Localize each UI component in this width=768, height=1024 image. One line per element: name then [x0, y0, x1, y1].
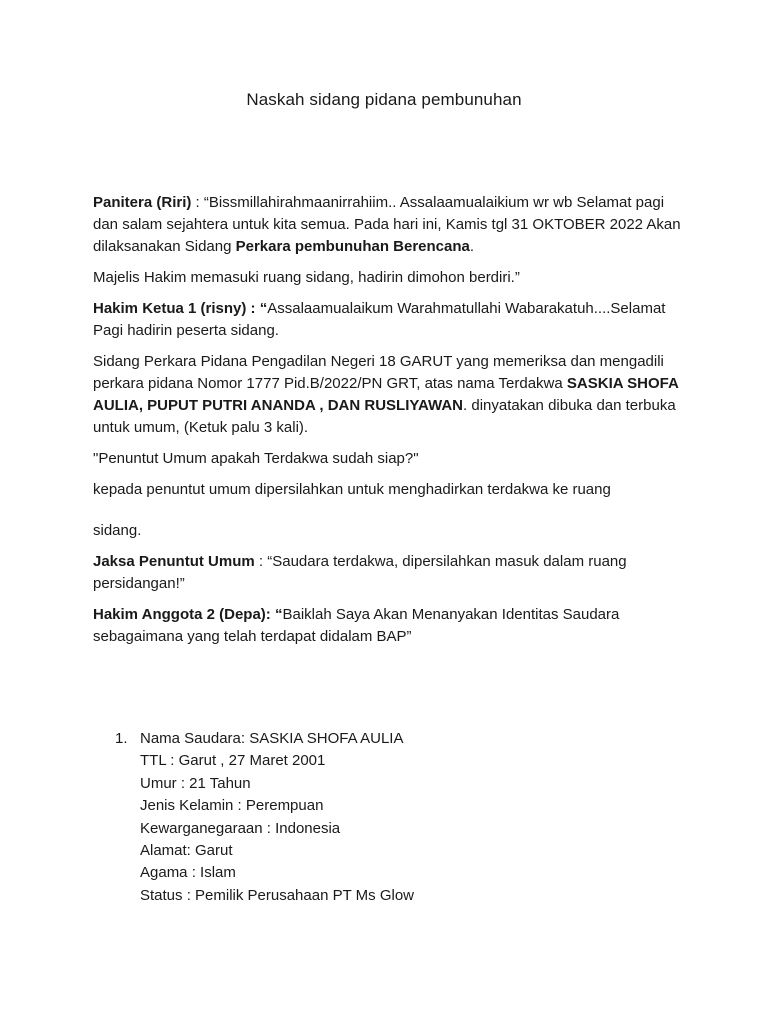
list-item-kewarganegaraan: Kewarganegaraan : Indonesia — [140, 819, 341, 837]
paragraph-hakim-ketua — [93, 298, 683, 342]
list-number: 1. — [115, 730, 128, 747]
speaker-hakim-ketua: Hakim Ketua 1 (risny) : “ — [93, 300, 268, 317]
document-title: Naskah sidang pidana pembunuhan — [246, 90, 522, 109]
list-item-umur: Umur : 21 Tahun — [140, 774, 251, 792]
list-item-ttl: TTL : Garut , 27 Maret 2001 — [140, 752, 326, 770]
paragraph-jaksa — [93, 551, 683, 595]
hakim-ketua-text: Assalaamualaikum Warahmatullahi Wabarakatuh....Selamat Pagi hadirin peserta sidang. — [93, 300, 666, 339]
separator: : — [254, 553, 268, 570]
speaker-jaksa: Jaksa Penuntut Umum — [93, 553, 255, 570]
document-body — [93, 192, 683, 657]
list-item-agama: Agama : Islam — [140, 864, 236, 882]
hakim-anggota-text: Baiklah Saya Akan Menanyakan Identitas Saudara sebagaimana yang telah terdapat didalam BAP” — [93, 606, 620, 645]
sidang-text-end: . dinyatakan dibuka dan terbuka untuk umum, (Ketuk palu 3 kali). — [93, 397, 676, 436]
sidang-text: Sidang Perkara Pidana Pengadilan Negeri 18 GARUT yang memeriksa dan mengadili perkara pidana Nomor 1777 Pid.B/2022/PN GRT, atas nama Terdakwa — [93, 353, 664, 392]
speaker-hakim-anggota: Hakim Anggota 2 (Depa): “ — [93, 606, 283, 623]
case-name: Perkara pembunuhan Berencana — [235, 238, 470, 255]
list-item-alamat: Alamat: Garut — [140, 842, 233, 860]
separator: : — [191, 194, 204, 211]
defendant-names: SASKIA SHOFA AULIA, PUPUT PUTRI ANANDA , DAN RUSLIYAWAN — [93, 375, 679, 414]
panitera-text: “Bissmillahirahmaanirrahiim.. Assalaamualaikium wr wb Selamat pagi dan salam sejahtera untuk kita semua. Pada hari ini, Kamis tgl 31 OKTOBER 2022 Akan dilaksanakan Sidang — [93, 194, 681, 255]
paragraph-majelis: Majelis Hakim memasuki ruang sidang, hadirin dimohon berdiri.” — [93, 269, 520, 286]
jaksa-text: “Saudara terdakwa, dipersilahkan masuk dalam ruang persidangan!” — [93, 553, 627, 592]
paragraph-sidang-word: sidang. — [93, 522, 142, 539]
panitera-end: . — [469, 238, 475, 255]
identity-details — [140, 728, 680, 907]
paragraph-sidang-dibuka — [93, 351, 683, 439]
list-item-jenis-kelamin: Jenis Kelamin : Perempuan — [140, 797, 324, 815]
list-item-nama: Nama Saudara: SASKIA SHOFA AULIA — [140, 730, 404, 747]
paragraph-penuntut-question: "Penuntut Umum apakah Terdakwa sudah siap?" — [93, 450, 419, 467]
paragraph-panitera — [93, 192, 683, 258]
speaker-panitera: Panitera (Riri) — [93, 194, 192, 211]
paragraph-hakim-anggota — [93, 604, 683, 648]
list-item-status: Status : Pemilik Perusahaan PT Ms Glow — [140, 886, 414, 904]
paragraph-penuntut-instruction: kepada penuntut umum dipersilahkan untuk menghadirkan terdakwa ke ruang — [93, 481, 611, 498]
